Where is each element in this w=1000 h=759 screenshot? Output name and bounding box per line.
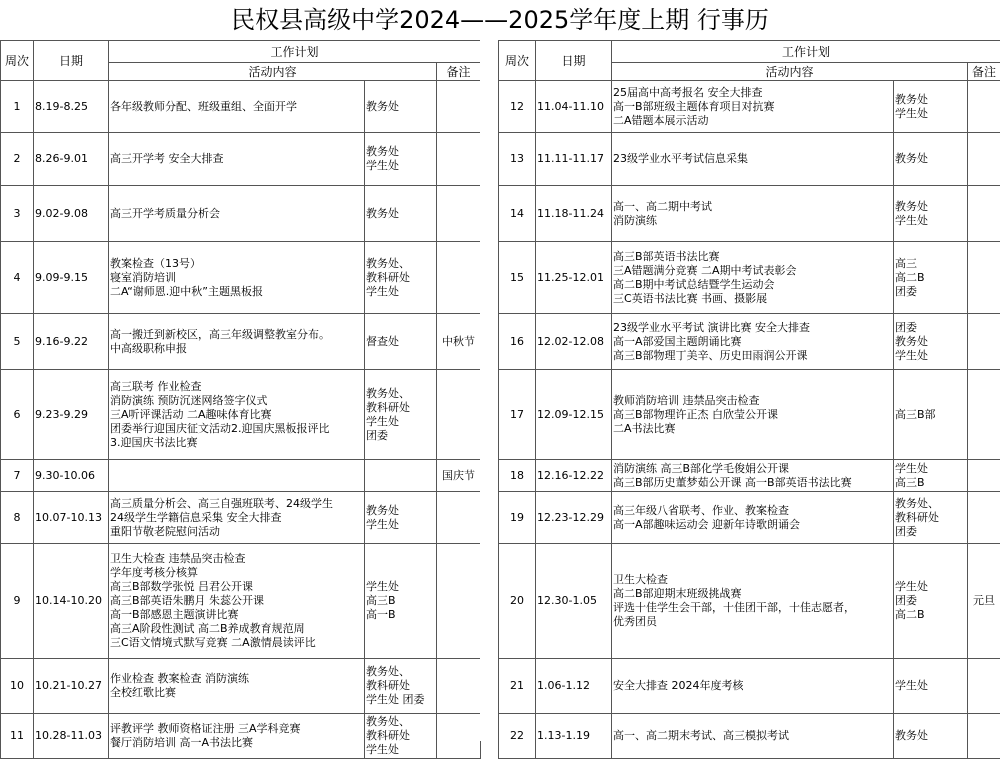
schedule-row — [1, 714, 481, 759]
note-cell — [968, 460, 1000, 492]
activity-cell: 23级学业水平考试信息采集 — [612, 133, 894, 186]
schedule-row — [1, 370, 481, 460]
note-cell — [968, 659, 1000, 714]
note-cell — [437, 242, 481, 314]
schedule-row — [499, 370, 1000, 460]
note-cell — [437, 186, 481, 242]
week-cell: 21 — [499, 659, 536, 714]
note-cell — [968, 242, 1000, 314]
note-cell — [437, 81, 481, 133]
date-cell: 12.09-12.15 — [536, 370, 612, 460]
note-cell — [968, 714, 1000, 759]
note-cell — [968, 186, 1000, 242]
activity-cell: 各年级教师分配、班级重组、全面开学 — [109, 81, 365, 133]
header-week: 周次 — [499, 41, 536, 81]
department-cell: 学生处 — [894, 659, 968, 714]
note-cell — [437, 133, 481, 186]
header-note: 备注 — [968, 63, 1000, 81]
activity-cell: 评教评学 教师资格证注册 三A学科竞赛 餐厅消防培训 高一A书法比赛 — [109, 714, 365, 759]
schedule-row — [499, 460, 1000, 492]
week-cell: 22 — [499, 714, 536, 759]
note-cell — [437, 370, 481, 460]
week-cell: 6 — [1, 370, 34, 460]
week-cell: 8 — [1, 492, 34, 544]
header-content: 活动内容 — [109, 63, 437, 81]
activity-cell: 高三年级八省联考、作业、教案检查 高一A部趣味运动会 迎新年诗歌朗诵会 — [612, 492, 894, 544]
schedule-row — [1, 186, 481, 242]
schedule-row — [1, 492, 481, 544]
date-cell: 12.23-12.29 — [536, 492, 612, 544]
date-cell: 10.14-10.20 — [34, 544, 109, 659]
activity-cell: 高三质量分析会、高三自强班联考、24级学生 24级学生学籍信息采集 安全大排查 重阳节敬老院慰问活动 — [109, 492, 365, 544]
schedule-row — [1, 659, 481, 714]
week-cell: 11 — [1, 714, 34, 759]
activity-cell: 作业检查 教案检查 消防演练 全校红歌比赛 — [109, 659, 365, 714]
department-cell: 教务处、 教科研处 学生处 — [365, 714, 437, 759]
activity-cell: 高三开学考质量分析会 — [109, 186, 365, 242]
date-cell: 10.21-10.27 — [34, 659, 109, 714]
note-cell — [968, 314, 1000, 370]
schedule-row — [499, 314, 1000, 370]
schedule-row — [1, 314, 481, 370]
date-cell: 9.16-9.22 — [34, 314, 109, 370]
date-cell: 9.23-9.29 — [34, 370, 109, 460]
activity-cell: 高一、高二期中考试 消防演练 — [612, 186, 894, 242]
week-cell: 14 — [499, 186, 536, 242]
department-cell: 教务处 — [894, 133, 968, 186]
department-cell: 督查处 — [365, 314, 437, 370]
department-cell: 教务处 学生处 — [365, 133, 437, 186]
department-cell: 团委 教务处 学生处 — [894, 314, 968, 370]
note-cell — [968, 133, 1000, 186]
week-cell: 4 — [1, 242, 34, 314]
week-cell: 3 — [1, 186, 34, 242]
note-cell — [437, 492, 481, 544]
week-cell: 7 — [1, 460, 34, 492]
schedule-row — [1, 242, 481, 314]
activity-cell: 消防演练 高三B部化学毛俊娟公开课 高三B部历史董梦茹公开课 高一B部英语书法比赛 — [612, 460, 894, 492]
activity-cell: 高三联考 作业检查 消防演练 预防沉迷网络签字仪式 三A听评课活动 二A趣味体育比赛 团委举行迎国庆征文活动2.迎国庆黑板报评比 3.迎国庆书法比赛 — [109, 370, 365, 460]
schedule-row — [1, 133, 481, 186]
schedule-table-left — [0, 40, 481, 759]
header-content: 活动内容 — [612, 63, 968, 81]
week-cell: 18 — [499, 460, 536, 492]
week-cell: 1 — [1, 81, 34, 133]
header-note: 备注 — [437, 63, 481, 81]
activity-cell: 高三开学考 安全大排查 — [109, 133, 365, 186]
schedule-row — [499, 714, 1000, 759]
activity-cell: 安全大排查 2024年度考核 — [612, 659, 894, 714]
department-cell: 教务处 学生处 — [365, 492, 437, 544]
department-cell: 高三B部 — [894, 370, 968, 460]
activity-cell — [109, 460, 365, 492]
date-cell: 8.19-8.25 — [34, 81, 109, 133]
activity-cell: 教案检查（13号） 寝室消防培训 二A“谢师恩.迎中秋”主题黑板报 — [109, 242, 365, 314]
department-cell: 教务处 学生处 — [894, 81, 968, 133]
note-cell — [437, 659, 481, 714]
activity-cell: 高三B部英语书法比赛 三A错题满分竞赛 二A期中考试表彰会 高二B期中考试总结暨学生运动会 三C英语书法比赛 书画、摄影展 — [612, 242, 894, 314]
department-cell — [365, 460, 437, 492]
schedule-row — [1, 81, 481, 133]
department-cell: 教务处 学生处 — [894, 186, 968, 242]
note-cell — [968, 492, 1000, 544]
date-cell: 9.02-9.08 — [34, 186, 109, 242]
page-title: 民权县高级中学2024——2025学年度上期 行事历 — [0, 0, 1000, 40]
week-cell: 13 — [499, 133, 536, 186]
date-cell: 12.30-1.05 — [536, 544, 612, 659]
department-cell: 教务处 — [894, 714, 968, 759]
header-plan: 工作计划 — [109, 41, 481, 63]
header-date: 日期 — [536, 41, 612, 81]
week-cell: 17 — [499, 370, 536, 460]
date-cell: 10.07-10.13 — [34, 492, 109, 544]
date-cell: 8.26-9.01 — [34, 133, 109, 186]
date-cell: 12.16-12.22 — [536, 460, 612, 492]
week-cell: 12 — [499, 81, 536, 133]
department-cell: 学生处 团委 高二B — [894, 544, 968, 659]
department-cell: 教务处、 教科研处 学生处 团委 — [365, 659, 437, 714]
schedule-row — [499, 544, 1000, 659]
schedule-row — [499, 659, 1000, 714]
week-cell: 2 — [1, 133, 34, 186]
date-cell: 10.28-11.03 — [34, 714, 109, 759]
note-cell — [437, 714, 481, 759]
schedule-row — [1, 544, 481, 659]
header-plan: 工作计划 — [612, 41, 1000, 63]
note-cell — [968, 81, 1000, 133]
activity-cell: 25届高中高考报名 安全大排查 高一B部班级主题体育项目对抗赛 二A错题本展示活动 — [612, 81, 894, 133]
schedule-row — [499, 242, 1000, 314]
week-cell: 10 — [1, 659, 34, 714]
week-cell: 16 — [499, 314, 536, 370]
date-cell: 9.09-9.15 — [34, 242, 109, 314]
department-cell: 教务处、 教科研处 学生处 — [365, 242, 437, 314]
schedule-row — [499, 492, 1000, 544]
activity-cell: 卫生大检查 违禁品突击检查 学年度考核分核算 高三B部数学张悦 吕君公开课 高三B部英语朱鹏月 朱蕊公开课 高一B部感恩主题演讲比赛 高三A阶段性测试 高二B养成教育规范周 三C语文情境式默写竞赛 二A激情晨读评比 — [109, 544, 365, 659]
date-cell: 11.18-11.24 — [536, 186, 612, 242]
note-cell: 元旦 — [968, 544, 1000, 659]
activity-cell: 高一搬迁到新校区，高三年级调整教室分布。 中高级职称申报 — [109, 314, 365, 370]
week-cell: 5 — [1, 314, 34, 370]
department-cell: 教务处、 教科研处 学生处 团委 — [365, 370, 437, 460]
note-cell: 中秋节 — [437, 314, 481, 370]
schedule-row — [499, 81, 1000, 133]
schedule-row — [499, 133, 1000, 186]
activity-cell: 卫生大检查 高二B部迎期末班级挑战赛 评选十佳学生会干部，十佳团干部，十佳志愿者， 优秀团员 — [612, 544, 894, 659]
header-date: 日期 — [34, 41, 109, 81]
department-cell: 高三 高二B 团委 — [894, 242, 968, 314]
week-cell: 9 — [1, 544, 34, 659]
schedule-row — [1, 460, 481, 492]
date-cell: 1.06-1.12 — [536, 659, 612, 714]
department-cell: 教务处 — [365, 81, 437, 133]
department-cell: 学生处 高三B 高一B — [365, 544, 437, 659]
activity-cell: 高一、高二期末考试、高三模拟考试 — [612, 714, 894, 759]
note-cell — [437, 544, 481, 659]
date-cell: 11.25-12.01 — [536, 242, 612, 314]
department-cell: 教务处 — [365, 186, 437, 242]
department-cell: 学生处 高三B — [894, 460, 968, 492]
note-cell — [968, 370, 1000, 460]
date-cell: 11.11-11.17 — [536, 133, 612, 186]
week-cell: 20 — [499, 544, 536, 659]
week-cell: 15 — [499, 242, 536, 314]
schedule-table-right — [498, 40, 1000, 759]
activity-cell: 23级学业水平考试 演讲比赛 安全大排查 高一A部爱国主题朗诵比赛 高三B部物理丁美辛、历史田雨润公开课 — [612, 314, 894, 370]
header-week: 周次 — [1, 41, 34, 81]
date-cell: 12.02-12.08 — [536, 314, 612, 370]
note-cell: 国庆节 — [437, 460, 481, 492]
activity-cell: 教师消防培训 违禁品突击检查 高三B部物理许正杰 白欣莹公开课 二A书法比赛 — [612, 370, 894, 460]
schedule-row — [499, 186, 1000, 242]
date-cell: 9.30-10.06 — [34, 460, 109, 492]
week-cell: 19 — [499, 492, 536, 544]
date-cell: 11.04-11.10 — [536, 81, 612, 133]
date-cell: 1.13-1.19 — [536, 714, 612, 759]
department-cell: 教务处、 教科研处 团委 — [894, 492, 968, 544]
